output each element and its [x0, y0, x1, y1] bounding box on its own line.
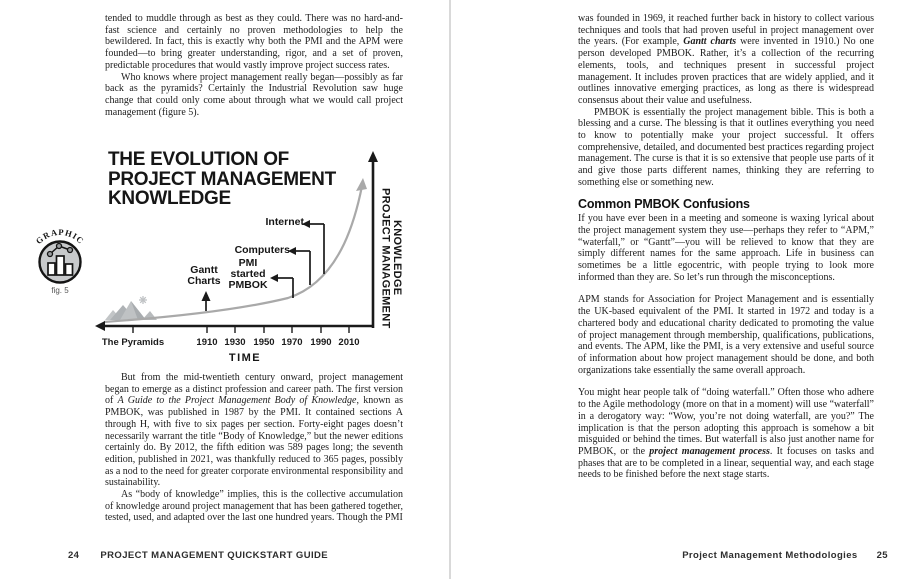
- sun-icon: [139, 296, 147, 304]
- section-heading: Common PMBOK Confusions: [578, 196, 750, 211]
- paragraph: You might hear people talk of “doing waterfall.” Often those who adhere to the Agile methodology (more on that in a moment) will use “waterfall” in a derogatory way: “Wow, you’re not doing waterfall, are you?” The implication is that the person adopting this approach is somehow a bit misguided or behind the times. But waterfall is also just another name for PMBOK, or the project management process. It focuses on tasks and phases that are to be completed in a linear, sequential way, and each stage needs to be finished before the next stage starts.: [578, 387, 874, 481]
- left-page-bottom-text: [105, 372, 403, 524]
- chart-title-line: THE EVOLUTION OF: [108, 149, 289, 170]
- tick-label-1930: 1930: [224, 337, 246, 348]
- graphic-stamp-icon: [28, 216, 92, 286]
- paragraph: But from the mid-twentieth century onward, project management began to emerge as a distinct profession and career path. The first version of A Guide to the Project Management Body of Knowledge, known as PMBOK, was published in 1987 by the PMI. It contained sections A through H, with five to six pages per section. Forty-eight pages doesn’t necessarily warrant the title “Body of Knowledge,” but the newer editions certainly do. By 2012, the fifth edition was 589 pages long; the seventh edition, published in 2021, was thankfully reduced to 365 pages, possibly as a nod to the need for greater corporate environmental responsibility and sustainability.: [105, 372, 403, 489]
- chart-title-line: PROJECT MANAGEMENT: [108, 168, 336, 190]
- right-footer-text: Project Management Methodologies: [682, 550, 858, 561]
- left-footer: [68, 550, 428, 561]
- y-axis-title: PROJECT MANAGEMENT KNOWLEDGE: [379, 187, 403, 329]
- left-footer-text: PROJECT MANAGEMENT QUICKSTART GUIDE: [100, 550, 329, 561]
- y-axis-arrow: [368, 151, 378, 162]
- paragraph: Who knows where project management really began—possibly as far back as the pyramids? Certainly the Industrial Revolution saw huge change that could only come about through what we would call project management (figure 5).: [105, 71, 403, 118]
- left-page-number: 24: [68, 550, 80, 561]
- right-page-number: 25: [876, 550, 888, 561]
- curve-arrowhead: [356, 178, 367, 191]
- paragraph: PMBOK is essentially the project management bible. This is both a blessing and a curse. The blessing is that it outlines everything you need to know to potentially make your project successful. It offers comprehensive, detailed, and documented best practices regarding project management. The curse is that it is so extensive that people use parts of it and give those parts different names, thinking they are referring to something else or something new.: [578, 106, 874, 188]
- chart-title-line: KNOWLEDGE: [108, 188, 231, 209]
- annotation-pmi-started-pmbok: PMI started PMBOK: [228, 257, 268, 291]
- tick-label-2010: 2010: [338, 337, 360, 348]
- figure-caption: fig. 5: [51, 286, 69, 295]
- right-page-text: [578, 13, 874, 481]
- x-axis-title: TIME: [228, 352, 262, 364]
- annotation-internet: Internet: [265, 216, 304, 228]
- paragraph: tended to muddle through as best as they could. There was no hard-and-fast science and certainly no proven methodologies to help the bewildered. In fact, this is exactly why both the PMI and the APM were founded—to bring greater understanding, rigor, and a set of proven, predictable procedures that would vastly improve project success rates.: [105, 13, 403, 71]
- pyramids-illustration: [105, 296, 157, 320]
- left-page-top-text: [105, 13, 403, 118]
- tick-label-1990: 1990: [310, 337, 332, 348]
- paragraph: was founded in 1969, it reached further back in history to collect various techniques and tools that had proven useful in project management over the years. (For example, Gantt charts were invented in 1910.) No one person developed PMBOK. Rather, it’s a collection of the recurring elements, tools, and techniques present in successful project management. It includes proven practices that are widely applied, and it outlines innovative emerging practices, as long as there is widespread consensus about their value and usefulness.: [578, 13, 874, 106]
- x-axis-arrow: [95, 321, 105, 331]
- tick-label-1910: 1910: [196, 337, 218, 348]
- right-footer: [570, 550, 888, 561]
- paragraph: APM stands for Association for Project Management and is essentially the UK-based equivalent of the PMI. It started in 1972 and today is a chartered body and educational charity dedicated to promoting the value of project management through membership, qualifications, publications, and events. The APM, like the PMI, is a very extensive and useful source of information about how project management should be done, and both organizations take essentially the same overall approach.: [578, 294, 874, 376]
- annotation-computers: Computers: [234, 244, 290, 256]
- tick-label-1950: 1950: [253, 337, 275, 348]
- page-gutter-divider: [449, 0, 451, 579]
- annotation-gantt-charts: Gantt Charts: [187, 264, 221, 287]
- graphic-stamp-label: GRAPHIC: [33, 226, 87, 247]
- tick-label-1970: 1970: [281, 337, 303, 348]
- paragraph: If you have ever been in a meeting and someone is waxing lyrical about the project management system they use—perhaps they refer to “APM,” “waterfall,” or “Gantt”—you will be relieved to know that they are simply different names for the same approach. Life in business can sometimes be a little egocentric, with people trying to look more informed than they are. So let’s run through the misconceptions.: [578, 213, 874, 283]
- tick-label-pyramids: The Pyramids: [101, 337, 165, 348]
- paragraph: As “body of knowledge” implies, this is the collective accumulation of knowledge around project management that has been gathered together, tested, used, and adapted over the last one hundred years. Though the PMI: [105, 489, 403, 524]
